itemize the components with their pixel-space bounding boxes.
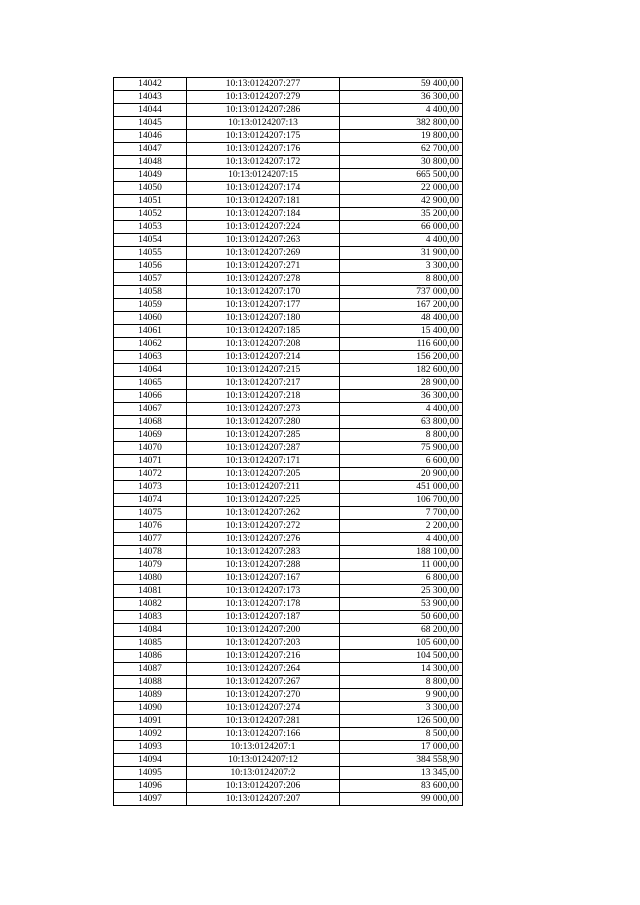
- cadastral-number-cell: 10:13:0124207:269: [187, 247, 340, 260]
- table-row: [114, 143, 463, 156]
- cadastral-value-cell: 665 500,00: [340, 169, 463, 182]
- cadastral-value-cell: 8 800,00: [340, 273, 463, 286]
- cadastral-number-cell: 10:13:0124207:225: [187, 494, 340, 507]
- cadastral-number-cell: 10:13:0124207:205: [187, 468, 340, 481]
- cadastral-value-cell: 188 100,00: [340, 546, 463, 559]
- table-row: [114, 650, 463, 663]
- cadastral-number-cell: 10:13:0124207:216: [187, 650, 340, 663]
- cadastral-value-cell: 126 500,00: [340, 715, 463, 728]
- row-number-cell: 14051: [114, 195, 187, 208]
- cadastral-value-cell: 66 000,00: [340, 221, 463, 234]
- row-number-cell: 14090: [114, 702, 187, 715]
- table-row: [114, 312, 463, 325]
- row-number-cell: 14072: [114, 468, 187, 481]
- cadastral-number-cell: 10:13:0124207:176: [187, 143, 340, 156]
- row-number-cell: 14062: [114, 338, 187, 351]
- cadastral-value-cell: 8 800,00: [340, 676, 463, 689]
- cadastral-value-cell: 42 900,00: [340, 195, 463, 208]
- row-number-cell: 14070: [114, 442, 187, 455]
- cadastral-value-cell: 2 200,00: [340, 520, 463, 533]
- row-number-cell: 14046: [114, 130, 187, 143]
- table-row: [114, 416, 463, 429]
- row-number-cell: 14077: [114, 533, 187, 546]
- cadastral-number-cell: 10:13:0124207:206: [187, 780, 340, 793]
- table-row: [114, 403, 463, 416]
- cadastral-number-cell: 10:13:0124207:167: [187, 572, 340, 585]
- row-number-cell: 14096: [114, 780, 187, 793]
- table-row: [114, 169, 463, 182]
- table-row: [114, 299, 463, 312]
- row-number-cell: 14097: [114, 793, 187, 806]
- cadastral-number-cell: 10:13:0124207:171: [187, 455, 340, 468]
- cadastral-number-cell: 10:13:0124207:2: [187, 767, 340, 780]
- row-number-cell: 14049: [114, 169, 187, 182]
- row-number-cell: 14054: [114, 234, 187, 247]
- row-number-cell: 14095: [114, 767, 187, 780]
- table-row: [114, 676, 463, 689]
- cadastral-value-cell: 83 600,00: [340, 780, 463, 793]
- table-row: [114, 507, 463, 520]
- cadastral-value-cell: 382 800,00: [340, 117, 463, 130]
- cadastral-value-cell: 11 000,00: [340, 559, 463, 572]
- row-number-cell: 14088: [114, 676, 187, 689]
- cadastral-number-cell: 10:13:0124207:215: [187, 364, 340, 377]
- cadastral-value-cell: 28 900,00: [340, 377, 463, 390]
- cadastral-value-cell: 53 900,00: [340, 598, 463, 611]
- cadastral-value-cell: 182 600,00: [340, 364, 463, 377]
- cadastral-number-cell: 10:13:0124207:178: [187, 598, 340, 611]
- cadastral-number-cell: 10:13:0124207:271: [187, 260, 340, 273]
- row-number-cell: 14089: [114, 689, 187, 702]
- row-number-cell: 14052: [114, 208, 187, 221]
- cadastral-number-cell: 10:13:0124207:173: [187, 585, 340, 598]
- row-number-cell: 14083: [114, 611, 187, 624]
- row-number-cell: 14081: [114, 585, 187, 598]
- row-number-cell: 14067: [114, 403, 187, 416]
- table-row: [114, 325, 463, 338]
- row-number-cell: 14069: [114, 429, 187, 442]
- cadastral-value-cell: 31 900,00: [340, 247, 463, 260]
- cadastral-value-cell: 4 400,00: [340, 104, 463, 117]
- cadastral-value-cell: 99 000,00: [340, 793, 463, 806]
- cadastral-number-cell: 10:13:0124207:203: [187, 637, 340, 650]
- cadastral-number-cell: 10:13:0124207:13: [187, 117, 340, 130]
- row-number-cell: 14042: [114, 78, 187, 91]
- cadastral-value-cell: 68 200,00: [340, 624, 463, 637]
- table-row: [114, 208, 463, 221]
- cadastral-number-cell: 10:13:0124207:211: [187, 481, 340, 494]
- cadastral-value-cell: 36 300,00: [340, 91, 463, 104]
- table-row: [114, 767, 463, 780]
- table-row: [114, 247, 463, 260]
- table-row: [114, 273, 463, 286]
- cadastral-number-cell: 10:13:0124207:207: [187, 793, 340, 806]
- table-row: [114, 260, 463, 273]
- cadastral-number-cell: 10:13:0124207:287: [187, 442, 340, 455]
- cadastral-value-cell: 30 800,00: [340, 156, 463, 169]
- cadastral-number-cell: 10:13:0124207:286: [187, 104, 340, 117]
- table-row: [114, 364, 463, 377]
- table-row: [114, 130, 463, 143]
- cadastral-number-cell: 10:13:0124207:263: [187, 234, 340, 247]
- table-row: [114, 286, 463, 299]
- cadastral-number-cell: 10:13:0124207:12: [187, 754, 340, 767]
- row-number-cell: 14093: [114, 741, 187, 754]
- table-row: [114, 546, 463, 559]
- table-row: [114, 572, 463, 585]
- cadastral-value-cell: 17 000,00: [340, 741, 463, 754]
- cadastral-number-cell: 10:13:0124207:174: [187, 182, 340, 195]
- cadastral-number-cell: 10:13:0124207:15: [187, 169, 340, 182]
- cadastral-value-cell: 104 500,00: [340, 650, 463, 663]
- row-number-cell: 14059: [114, 299, 187, 312]
- cadastral-value-cell: 35 200,00: [340, 208, 463, 221]
- table-row: [114, 520, 463, 533]
- cadastral-value-cell: 4 400,00: [340, 533, 463, 546]
- cadastral-number-cell: 10:13:0124207:170: [187, 286, 340, 299]
- row-number-cell: 14060: [114, 312, 187, 325]
- table-body: [114, 78, 463, 806]
- table-row: [114, 390, 463, 403]
- table-row: [114, 455, 463, 468]
- table-row: [114, 221, 463, 234]
- table-row: [114, 585, 463, 598]
- row-number-cell: 14061: [114, 325, 187, 338]
- row-number-cell: 14092: [114, 728, 187, 741]
- cadastral-value-cell: 6 800,00: [340, 572, 463, 585]
- cadastral-number-cell: 10:13:0124207:274: [187, 702, 340, 715]
- cadastral-value-cell: 8 500,00: [340, 728, 463, 741]
- cadastral-number-cell: 10:13:0124207:273: [187, 403, 340, 416]
- cadastral-value-cell: 6 600,00: [340, 455, 463, 468]
- cadastral-number-cell: 10:13:0124207:276: [187, 533, 340, 546]
- cadastral-value-cell: 15 400,00: [340, 325, 463, 338]
- cadastral-number-cell: 10:13:0124207:224: [187, 221, 340, 234]
- cadastral-value-cell: 13 345,00: [340, 767, 463, 780]
- cadastral-value-cell: 3 300,00: [340, 260, 463, 273]
- cadastral-number-cell: 10:13:0124207:281: [187, 715, 340, 728]
- row-number-cell: 14073: [114, 481, 187, 494]
- cadastral-value-cell: 3 300,00: [340, 702, 463, 715]
- row-number-cell: 14064: [114, 364, 187, 377]
- table-row: [114, 117, 463, 130]
- table-row: [114, 442, 463, 455]
- cadastral-number-cell: 10:13:0124207:283: [187, 546, 340, 559]
- row-number-cell: 14053: [114, 221, 187, 234]
- table-row: [114, 741, 463, 754]
- cadastral-number-cell: 10:13:0124207:278: [187, 273, 340, 286]
- table-row: [114, 637, 463, 650]
- cadastral-number-cell: 10:13:0124207:285: [187, 429, 340, 442]
- cadastral-number-cell: 10:13:0124207:279: [187, 91, 340, 104]
- cadastral-number-cell: 10:13:0124207:185: [187, 325, 340, 338]
- cadastral-number-cell: 10:13:0124207:184: [187, 208, 340, 221]
- cadastral-value-cell: 105 600,00: [340, 637, 463, 650]
- row-number-cell: 14074: [114, 494, 187, 507]
- row-number-cell: 14050: [114, 182, 187, 195]
- cadastral-value-cell: 7 700,00: [340, 507, 463, 520]
- cadastral-number-cell: 10:13:0124207:208: [187, 338, 340, 351]
- cadastral-value-cell: 116 600,00: [340, 338, 463, 351]
- table-row: [114, 598, 463, 611]
- cadastral-value-cell: 20 900,00: [340, 468, 463, 481]
- cadastral-number-cell: 10:13:0124207:181: [187, 195, 340, 208]
- cadastral-value-cell: 4 400,00: [340, 403, 463, 416]
- row-number-cell: 14056: [114, 260, 187, 273]
- cadastral-value-cell: 36 300,00: [340, 390, 463, 403]
- cadastral-value-cell: 19 800,00: [340, 130, 463, 143]
- table-row: [114, 104, 463, 117]
- cadastral-number-cell: 10:13:0124207:264: [187, 663, 340, 676]
- table-row: [114, 611, 463, 624]
- row-number-cell: 14055: [114, 247, 187, 260]
- table-row: [114, 754, 463, 767]
- row-number-cell: 14075: [114, 507, 187, 520]
- cadastral-number-cell: 10:13:0124207:288: [187, 559, 340, 572]
- row-number-cell: 14063: [114, 351, 187, 364]
- cadastral-number-cell: 10:13:0124207:172: [187, 156, 340, 169]
- cadastral-value-cell: 63 800,00: [340, 416, 463, 429]
- table-row: [114, 91, 463, 104]
- cadastral-number-cell: 10:13:0124207:262: [187, 507, 340, 520]
- cadastral-number-cell: 10:13:0124207:280: [187, 416, 340, 429]
- cadastral-number-cell: 10:13:0124207:177: [187, 299, 340, 312]
- row-number-cell: 14079: [114, 559, 187, 572]
- table-row: [114, 559, 463, 572]
- cadastral-number-cell: 10:13:0124207:200: [187, 624, 340, 637]
- cadastral-number-cell: 10:13:0124207:180: [187, 312, 340, 325]
- table-row: [114, 663, 463, 676]
- row-number-cell: 14043: [114, 91, 187, 104]
- cadastral-value-cell: 59 400,00: [340, 78, 463, 91]
- cadastral-number-cell: 10:13:0124207:175: [187, 130, 340, 143]
- cadastral-number-cell: 10:13:0124207:272: [187, 520, 340, 533]
- row-number-cell: 14065: [114, 377, 187, 390]
- row-number-cell: 14047: [114, 143, 187, 156]
- cadastral-value-cell: 106 700,00: [340, 494, 463, 507]
- row-number-cell: 14080: [114, 572, 187, 585]
- cadastral-number-cell: 10:13:0124207:267: [187, 676, 340, 689]
- table-row: [114, 468, 463, 481]
- cadastral-value-cell: 167 200,00: [340, 299, 463, 312]
- cadastral-value-cell: 737 000,00: [340, 286, 463, 299]
- row-number-cell: 14076: [114, 520, 187, 533]
- row-number-cell: 14071: [114, 455, 187, 468]
- row-number-cell: 14048: [114, 156, 187, 169]
- cadastral-number-cell: 10:13:0124207:277: [187, 78, 340, 91]
- row-number-cell: 14082: [114, 598, 187, 611]
- row-number-cell: 14087: [114, 663, 187, 676]
- cadastral-value-cell: 384 558,90: [340, 754, 463, 767]
- table-row: [114, 156, 463, 169]
- row-number-cell: 14084: [114, 624, 187, 637]
- table-row: [114, 533, 463, 546]
- row-number-cell: 14091: [114, 715, 187, 728]
- cadastral-value-cell: 451 000,00: [340, 481, 463, 494]
- cadastral-value-table: [113, 77, 463, 806]
- cadastral-value-cell: 75 900,00: [340, 442, 463, 455]
- row-number-cell: 14085: [114, 637, 187, 650]
- row-number-cell: 14058: [114, 286, 187, 299]
- cadastral-number-cell: 10:13:0124207:217: [187, 377, 340, 390]
- table-row: [114, 702, 463, 715]
- table-row: [114, 182, 463, 195]
- cadastral-value-cell: 25 300,00: [340, 585, 463, 598]
- cadastral-value-cell: 156 200,00: [340, 351, 463, 364]
- table-row: [114, 195, 463, 208]
- table-row: [114, 351, 463, 364]
- table-row: [114, 338, 463, 351]
- table-row: [114, 780, 463, 793]
- table-row: [114, 377, 463, 390]
- table-row: [114, 494, 463, 507]
- row-number-cell: 14094: [114, 754, 187, 767]
- table-row: [114, 234, 463, 247]
- cadastral-number-cell: 10:13:0124207:214: [187, 351, 340, 364]
- cadastral-value-cell: 14 300,00: [340, 663, 463, 676]
- row-number-cell: 14066: [114, 390, 187, 403]
- table-row: [114, 78, 463, 91]
- table-row: [114, 481, 463, 494]
- row-number-cell: 14044: [114, 104, 187, 117]
- cadastral-number-cell: 10:13:0124207:166: [187, 728, 340, 741]
- cadastral-value-cell: 4 400,00: [340, 234, 463, 247]
- row-number-cell: 14068: [114, 416, 187, 429]
- row-number-cell: 14045: [114, 117, 187, 130]
- row-number-cell: 14078: [114, 546, 187, 559]
- cadastral-number-cell: 10:13:0124207:187: [187, 611, 340, 624]
- row-number-cell: 14057: [114, 273, 187, 286]
- cadastral-value-cell: 9 900,00: [340, 689, 463, 702]
- table-row: [114, 715, 463, 728]
- cadastral-number-cell: 10:13:0124207:270: [187, 689, 340, 702]
- table-row: [114, 689, 463, 702]
- cadastral-value-cell: 50 600,00: [340, 611, 463, 624]
- cadastral-value-cell: 62 700,00: [340, 143, 463, 156]
- cadastral-value-cell: 8 800,00: [340, 429, 463, 442]
- row-number-cell: 14086: [114, 650, 187, 663]
- cadastral-value-cell: 48 400,00: [340, 312, 463, 325]
- cadastral-number-cell: 10:13:0124207:1: [187, 741, 340, 754]
- cadastral-value-cell: 22 000,00: [340, 182, 463, 195]
- table-row: [114, 793, 463, 806]
- table-row: [114, 728, 463, 741]
- table-row: [114, 429, 463, 442]
- table-row: [114, 624, 463, 637]
- cadastral-number-cell: 10:13:0124207:218: [187, 390, 340, 403]
